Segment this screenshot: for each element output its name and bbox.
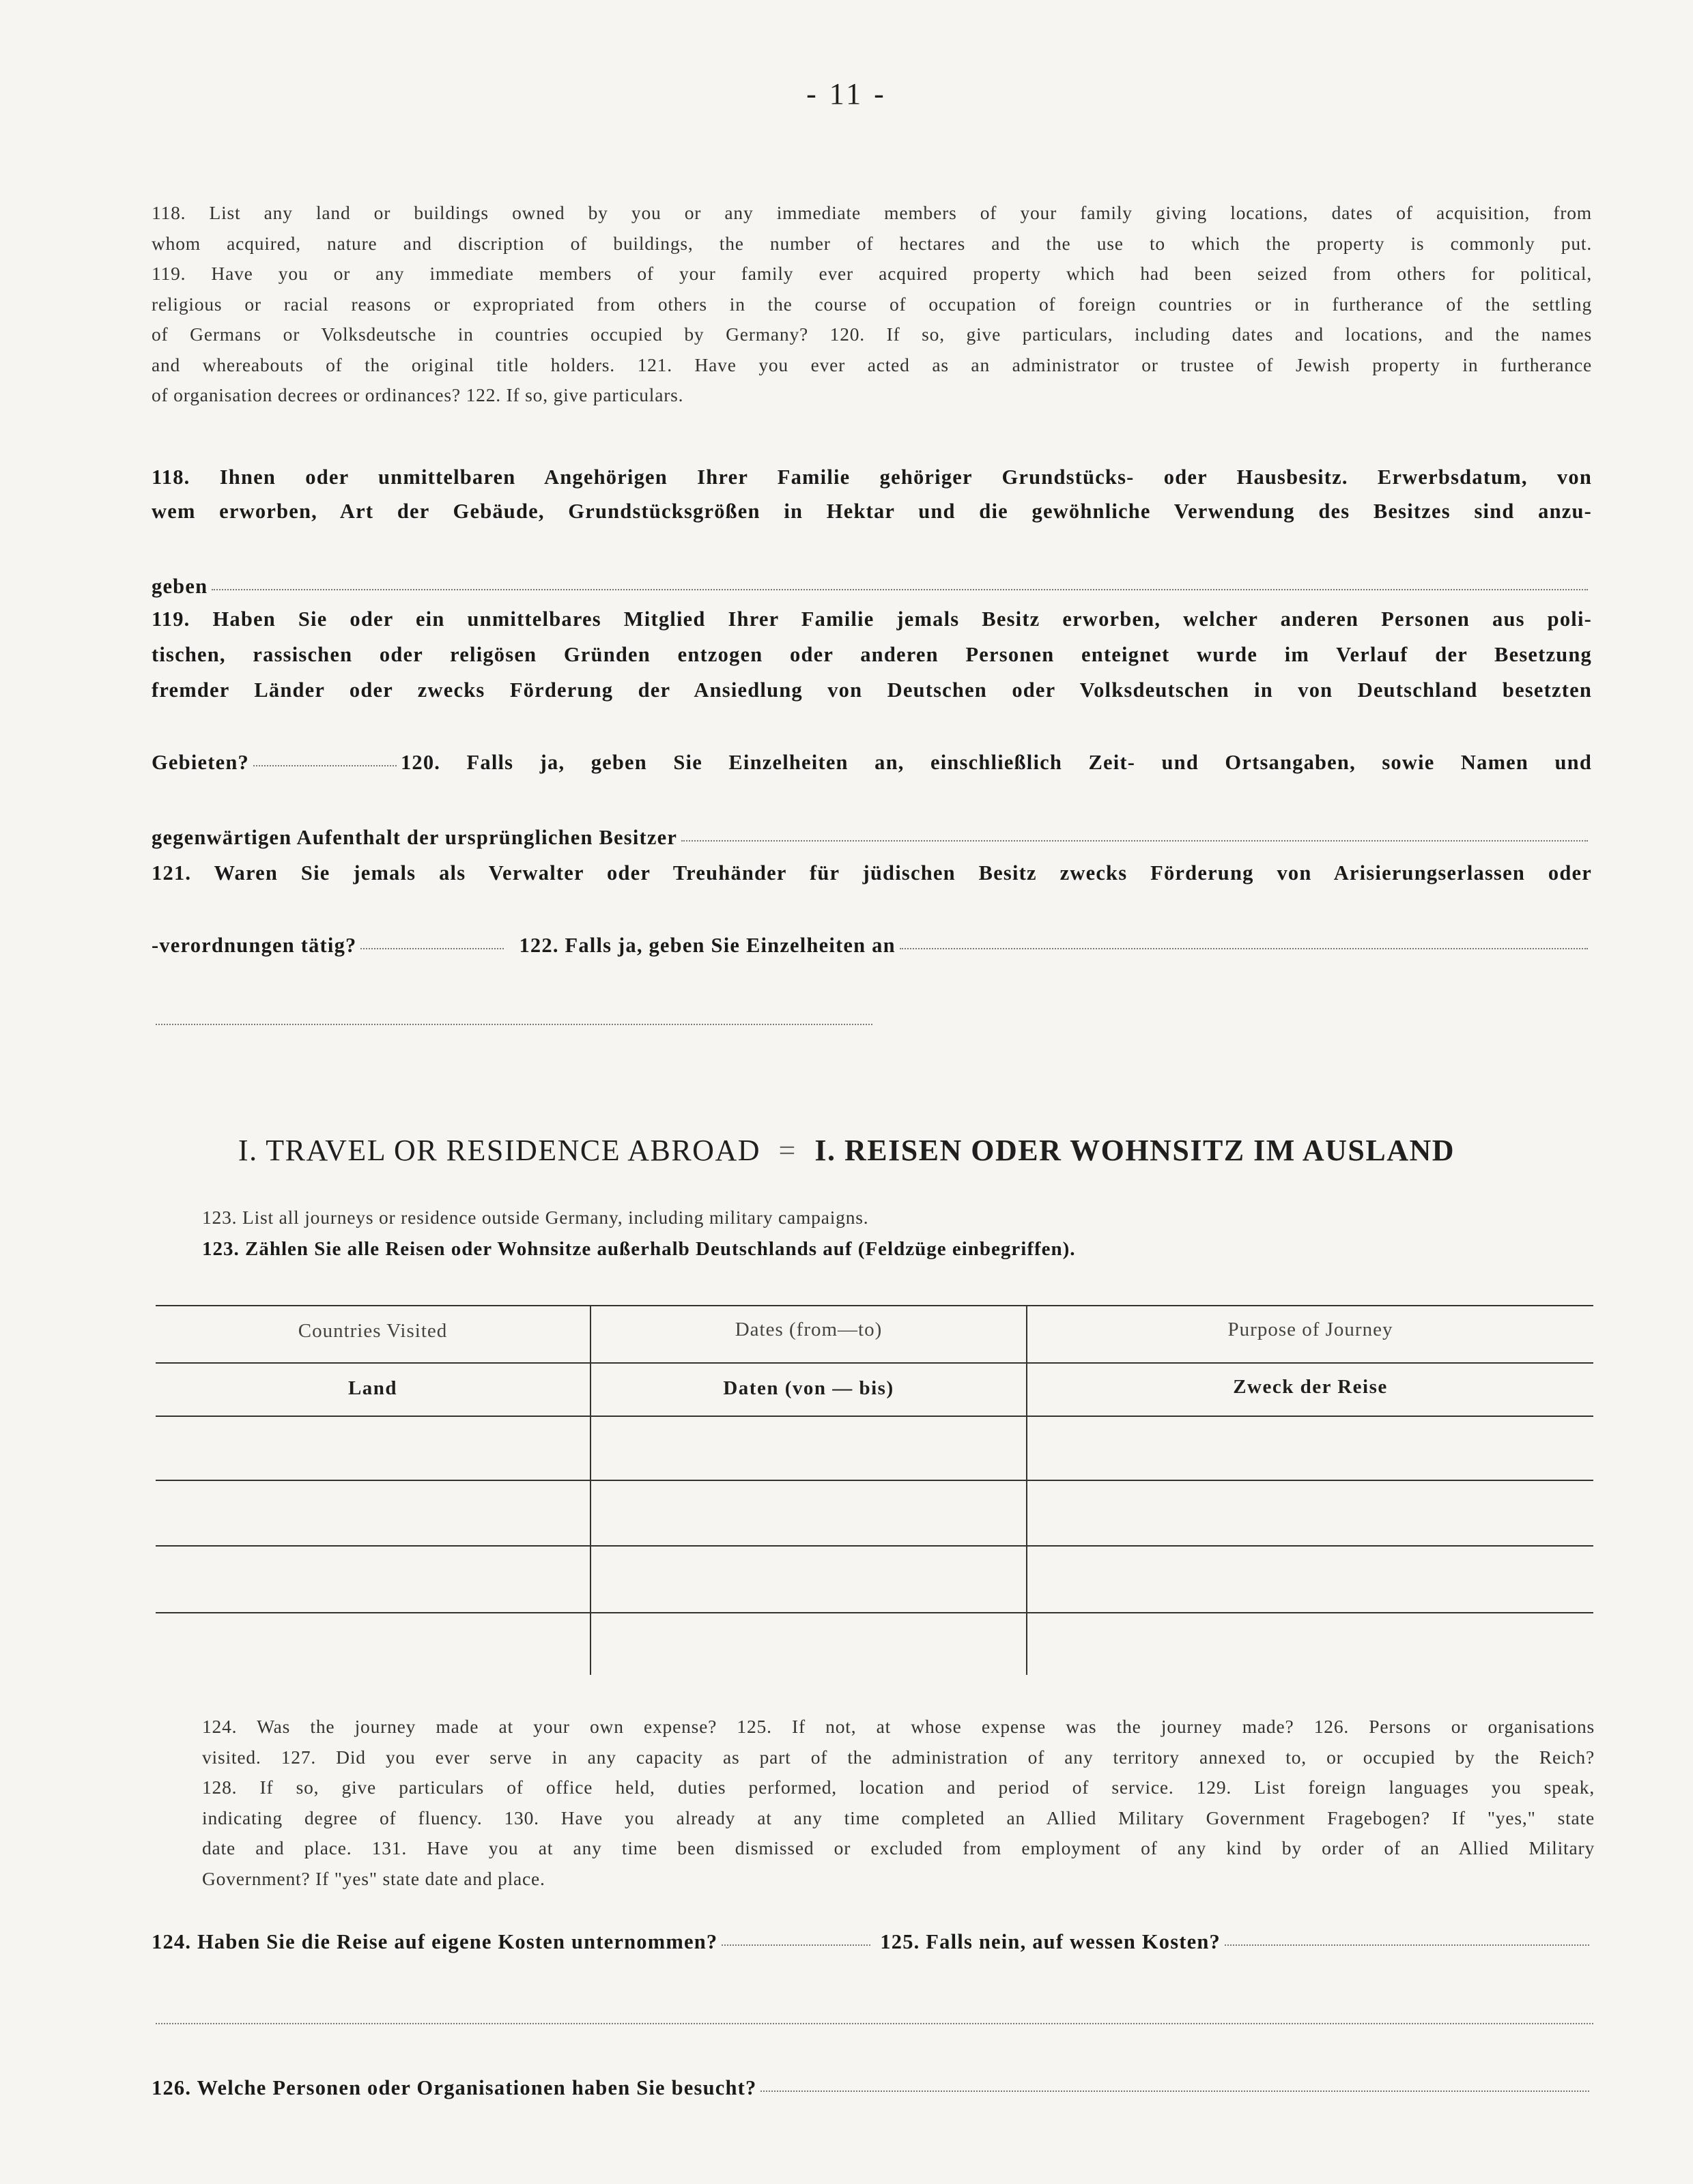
en-line: of organisation decrees or ordinances? 122. If so, give particulars. (152, 384, 684, 405)
table-cell[interactable] (156, 1613, 590, 1675)
col-header-purpose-en: Purpose of Journey (1227, 1319, 1393, 1340)
de-120-answer-line (152, 826, 1592, 850)
col-header-purpose-de: Zweck der Reise (1233, 1376, 1388, 1398)
de-120-line-2: gegenwärtigen Aufenthalt der ursprünglichen Besitzer (152, 826, 678, 849)
section-title (0, 1133, 1693, 1168)
en-line: and whereabouts of the original title holders. 121. Have you ever acted as an administrator or trustee of Jewish property in furtherance (152, 354, 1592, 375)
table-cell[interactable] (1027, 1547, 1593, 1612)
en-line: 128. If so, give particulars of office held, duties performed, location and period of service. 129. List foreign languages you speak, (202, 1777, 1595, 1798)
answer-field-120[interactable] (681, 840, 1588, 842)
table-body (156, 1417, 1593, 1675)
de-124: 124. Haben Sie die Reise auf eigene Kosten unternommen? (152, 1930, 718, 1953)
en-line: 124. Was the journey made at your own expense? 125. If not, at whose expense was the journey made? 126. Persons or organisations (202, 1716, 1595, 1737)
answer-field-122[interactable] (900, 948, 1588, 949)
page-number: - 11 - (806, 77, 887, 111)
answer-field-121[interactable] (360, 948, 504, 949)
en-line: Government? If "yes" state date and place. (202, 1867, 545, 1889)
answer-field-124[interactable] (722, 1944, 870, 1946)
table-cell[interactable] (591, 1417, 1026, 1480)
table-cell[interactable] (1027, 1417, 1593, 1480)
de-119-line-4: Gebieten? (152, 751, 249, 774)
en-line: of Germans or Volksdeutsche in countries occupied by Germany? 120. If so, give particulars, including dates and locations, and the names (152, 324, 1592, 345)
en-line: religious or racial reasons or expropriated from others in the course of occupation of foreign countries or in furtherance of the settling (152, 293, 1592, 315)
de-121-line-2: -verordnungen tätig? (152, 934, 357, 957)
table-cell[interactable] (591, 1481, 1026, 1545)
table-cell[interactable] (156, 1547, 590, 1612)
en-line: 119. Have you or any immediate members of your family ever acquired property which had been seized from others for political, (152, 263, 1592, 284)
de-118-line-2: wem erworben, Art der Gebäude, Grundstücksgrößen in Hektar und die gewöhnliche Verwendung des Besitzes sind anzu- (152, 500, 1592, 523)
en-line: 118. List any land or buildings owned by you or any immediate members of your family giving locations, dates of acquisition, from (152, 202, 1592, 223)
col-header-countries-de: Land (347, 1377, 398, 1399)
de-119-line-1: 119. Haben Sie oder ein unmittelbares Mitglied Ihrer Familie jemals Besitz erworben, welcher anderen Personen aus poli- (152, 607, 1592, 631)
answer-field-122-continued[interactable] (156, 1024, 872, 1025)
de-118-line-3: geben (152, 575, 208, 598)
de-121-122-line (152, 934, 1592, 958)
table-cell[interactable] (1027, 1613, 1593, 1675)
de-122: 122. Falls ja, geben Sie Einzelheiten an (519, 934, 896, 957)
english-questions-124-131 (202, 1712, 1595, 1894)
de-119-line-2: tischen, rassischen oder religösen Gründen entzogen oder anderen Personen enteignet wurde im Verlauf der Besetzung (152, 643, 1592, 666)
answer-field-126[interactable] (760, 2090, 1589, 2092)
section-title-separator: = (778, 1134, 797, 1167)
de-118-line-1: 118. Ihnen oder unmittelbaren Angehörigen Ihrer Familie gehöriger Grundstücks- oder Hausbesitz. Erwerbsdatum, von (152, 465, 1592, 489)
answer-field-118[interactable] (212, 589, 1588, 590)
en-line: whom acquired, nature and discription of buildings, the number of hectares and the use to which the property is commonly put. (152, 232, 1592, 254)
col-header-countries-en: Countries Visited (298, 1320, 448, 1342)
col-header-dates-de: Daten (von — bis) (723, 1377, 894, 1399)
section-title-de: I. REISEN ODER WOHNSITZ IM AUSLAND (814, 1134, 1455, 1167)
answer-field-125-continued[interactable] (156, 2023, 1593, 2024)
table-cell[interactable] (156, 1417, 590, 1480)
de-119-120-line (152, 751, 1592, 775)
q123-de: 123. Zählen Sie alle Reisen oder Wohnsitze außerhalb Deutschlands auf (Feldzüge einbegriffen). (202, 1238, 1076, 1260)
de-119-line-3: fremder Länder oder zwecks Förderung der Ansiedlung von Deutschen oder Volksdeutschen in von Deutschland besetzten (152, 678, 1592, 702)
q123-en: 123. List all journeys or residence outside Germany, including military campaigns. (202, 1207, 869, 1228)
de-118-answer-line (152, 575, 1592, 599)
de-121-line-1: 121. Waren Sie jemals als Verwalter oder Treuhänder für jüdischen Besitz zwecks Förderung von Arisierungserlassen oder (152, 861, 1592, 885)
de-120-line-1: 120. Falls ja, geben Sie Einzelheiten an, einschließlich Zeit- und Ortsangaben, sowie Namen und (400, 751, 1592, 774)
answer-field-125[interactable] (1225, 1944, 1589, 1946)
en-line: indicating degree of fluency. 130. Have you already at any time completed an Allied Military Government Fragebogen? If "yes," state (202, 1807, 1595, 1828)
table-cell[interactable] (156, 1481, 590, 1545)
en-line: visited. 127. Did you ever serve in any capacity as part of the administration of any territory annexed to, or occupied by the Reich? (202, 1746, 1595, 1768)
section-title-en: I. TRAVEL OR RESIDENCE ABROAD (238, 1134, 760, 1167)
table-cell[interactable] (591, 1547, 1026, 1612)
table-cell[interactable] (591, 1613, 1026, 1675)
answer-field-119[interactable] (253, 765, 397, 766)
table-cell[interactable] (1027, 1481, 1593, 1545)
col-header-dates-en: Dates (from—to) (735, 1319, 883, 1340)
de-126: 126. Welche Personen oder Organisationen haben Sie besucht? (152, 2076, 757, 2099)
de-126-line (152, 2076, 1593, 2100)
english-questions-118-122 (152, 198, 1592, 411)
de-125: 125. Falls nein, auf wessen Kosten? (880, 1930, 1221, 1953)
de-124-125-line (152, 1930, 1593, 1954)
en-line: date and place. 131. Have you at any time been dismissed or excluded from employment of any kind by order of an Allied Military (202, 1837, 1595, 1858)
